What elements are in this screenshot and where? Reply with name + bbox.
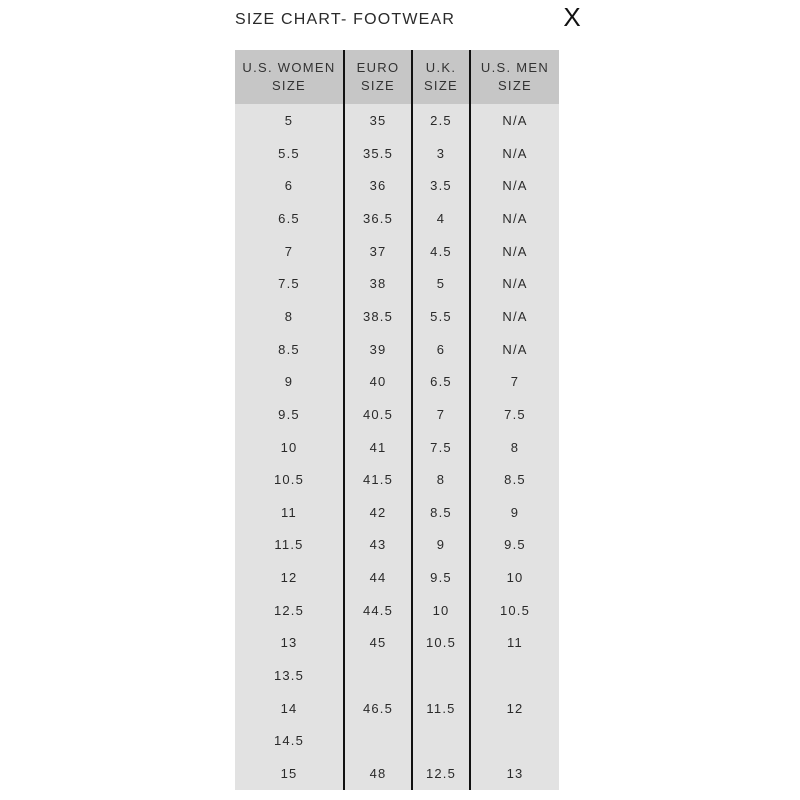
cell-euro: 38.5 [362,308,394,324]
cell-euro: 39 [369,341,387,357]
cell-us-women: 8.5 [278,341,300,357]
cell-uk: 7 [436,406,446,422]
header-euro-size: EURO SIZE [356,60,400,93]
cell-uk [413,660,469,692]
cell-us-men: N/A [502,243,528,259]
cell-us-women: 6.5 [278,210,300,226]
cell-euro: 41 [369,439,387,455]
column-divider [469,50,471,790]
cell-uk: 8 [436,472,446,488]
cell-euro: 35.5 [362,145,394,161]
cell-us-men: N/A [502,210,528,226]
header-uk-size: U.K. SIZE [423,60,459,93]
cell-us-men: 7 [510,374,520,390]
cell-us-men: 11 [507,635,523,651]
cell-uk: 7.5 [430,439,452,455]
cell-uk: 10 [432,602,450,618]
cell-us-men: 13 [506,766,524,781]
cell-uk: 3 [436,145,446,161]
cell-us-men: N/A [502,276,528,292]
cell-us-men [471,725,559,757]
cell-us-men: N/A [502,145,528,161]
cell-euro [345,725,411,757]
cell-euro: 40 [369,374,387,390]
cell-us-men: 12 [506,700,524,716]
cell-us-women: 10 [280,439,298,455]
cell-us-men: N/A [502,341,528,357]
cell-euro: 45 [369,635,387,651]
cell-us-women: 13 [280,635,298,651]
cell-us-women: 14 [280,700,298,716]
cell-us-women: 6 [284,178,294,194]
cell-us-women: 8 [284,308,294,324]
cell-euro: 37 [369,243,387,259]
cell-uk: 2.5 [430,113,452,128]
cell-uk: 4.5 [430,243,452,259]
cell-us-men: N/A [502,113,528,128]
cell-uk: 9.5 [430,570,452,586]
cell-us-women: 15 [280,766,298,781]
cell-us-women: 7 [284,243,294,259]
cell-us-men: 8 [510,439,520,455]
size-table [235,50,559,790]
cell-us-women: 11.5 [274,537,304,553]
header-us-women-size: U.S. WOMEN SIZE [242,60,336,93]
cell-uk: 6 [436,341,446,357]
cell-euro: 43 [369,537,387,553]
cell-uk: 12.5 [425,766,457,781]
cell-us-men: N/A [502,178,528,194]
cell-us-women: 12.5 [273,602,305,618]
close-button[interactable]: X [563,2,581,32]
table-header-row [235,50,559,104]
column-divider [343,50,345,790]
cell-uk: 3.5 [430,178,452,194]
cell-euro: 44.5 [362,602,394,618]
cell-us-men: 10 [506,570,524,586]
cell-us-women: 14.5 [273,733,305,749]
cell-uk: 11.5 [426,700,456,716]
cell-euro: 46.5 [362,700,394,716]
cell-us-men: 10.5 [499,602,531,618]
cell-euro: 41.5 [362,472,394,488]
cell-euro: 36.5 [362,210,394,226]
cell-us-women: 5.5 [278,145,300,161]
cell-uk: 6.5 [430,374,452,390]
cell-uk: 10.5 [425,635,457,651]
cell-us-women: 9.5 [278,406,300,422]
cell-uk: 4 [436,210,446,226]
cell-euro: 36 [369,178,387,194]
cell-us-women: 13.5 [273,668,305,684]
cell-us-women: 7.5 [278,276,300,292]
cell-us-men: N/A [502,308,528,324]
cell-uk: 8.5 [430,504,452,520]
cell-euro: 48 [369,766,387,781]
cell-uk: 5 [436,276,446,292]
cell-uk: 9 [436,537,446,553]
cell-uk [413,725,469,757]
cell-euro: 38 [369,276,387,292]
cell-us-women: 9 [284,374,294,390]
page-title: SIZE CHART- FOOTWEAR [235,11,456,28]
cell-us-men [471,660,559,692]
cell-euro: 40.5 [362,406,394,422]
cell-us-women: 5 [284,113,294,128]
cell-uk: 5.5 [430,308,452,324]
cell-us-men: 8.5 [504,472,526,488]
cell-us-women: 11 [281,504,297,520]
cell-us-men: 9 [510,504,520,520]
header-us-men-size: U.S. MEN SIZE [480,60,550,93]
cell-euro [345,660,411,692]
cell-euro: 35 [369,113,387,128]
cell-us-men: 7.5 [504,406,526,422]
cell-us-men: 9.5 [504,537,526,553]
cell-us-women: 10.5 [273,472,305,488]
cell-euro: 42 [369,504,387,520]
cell-us-women: 12 [280,570,298,586]
column-divider [411,50,413,790]
cell-euro: 44 [369,570,387,586]
